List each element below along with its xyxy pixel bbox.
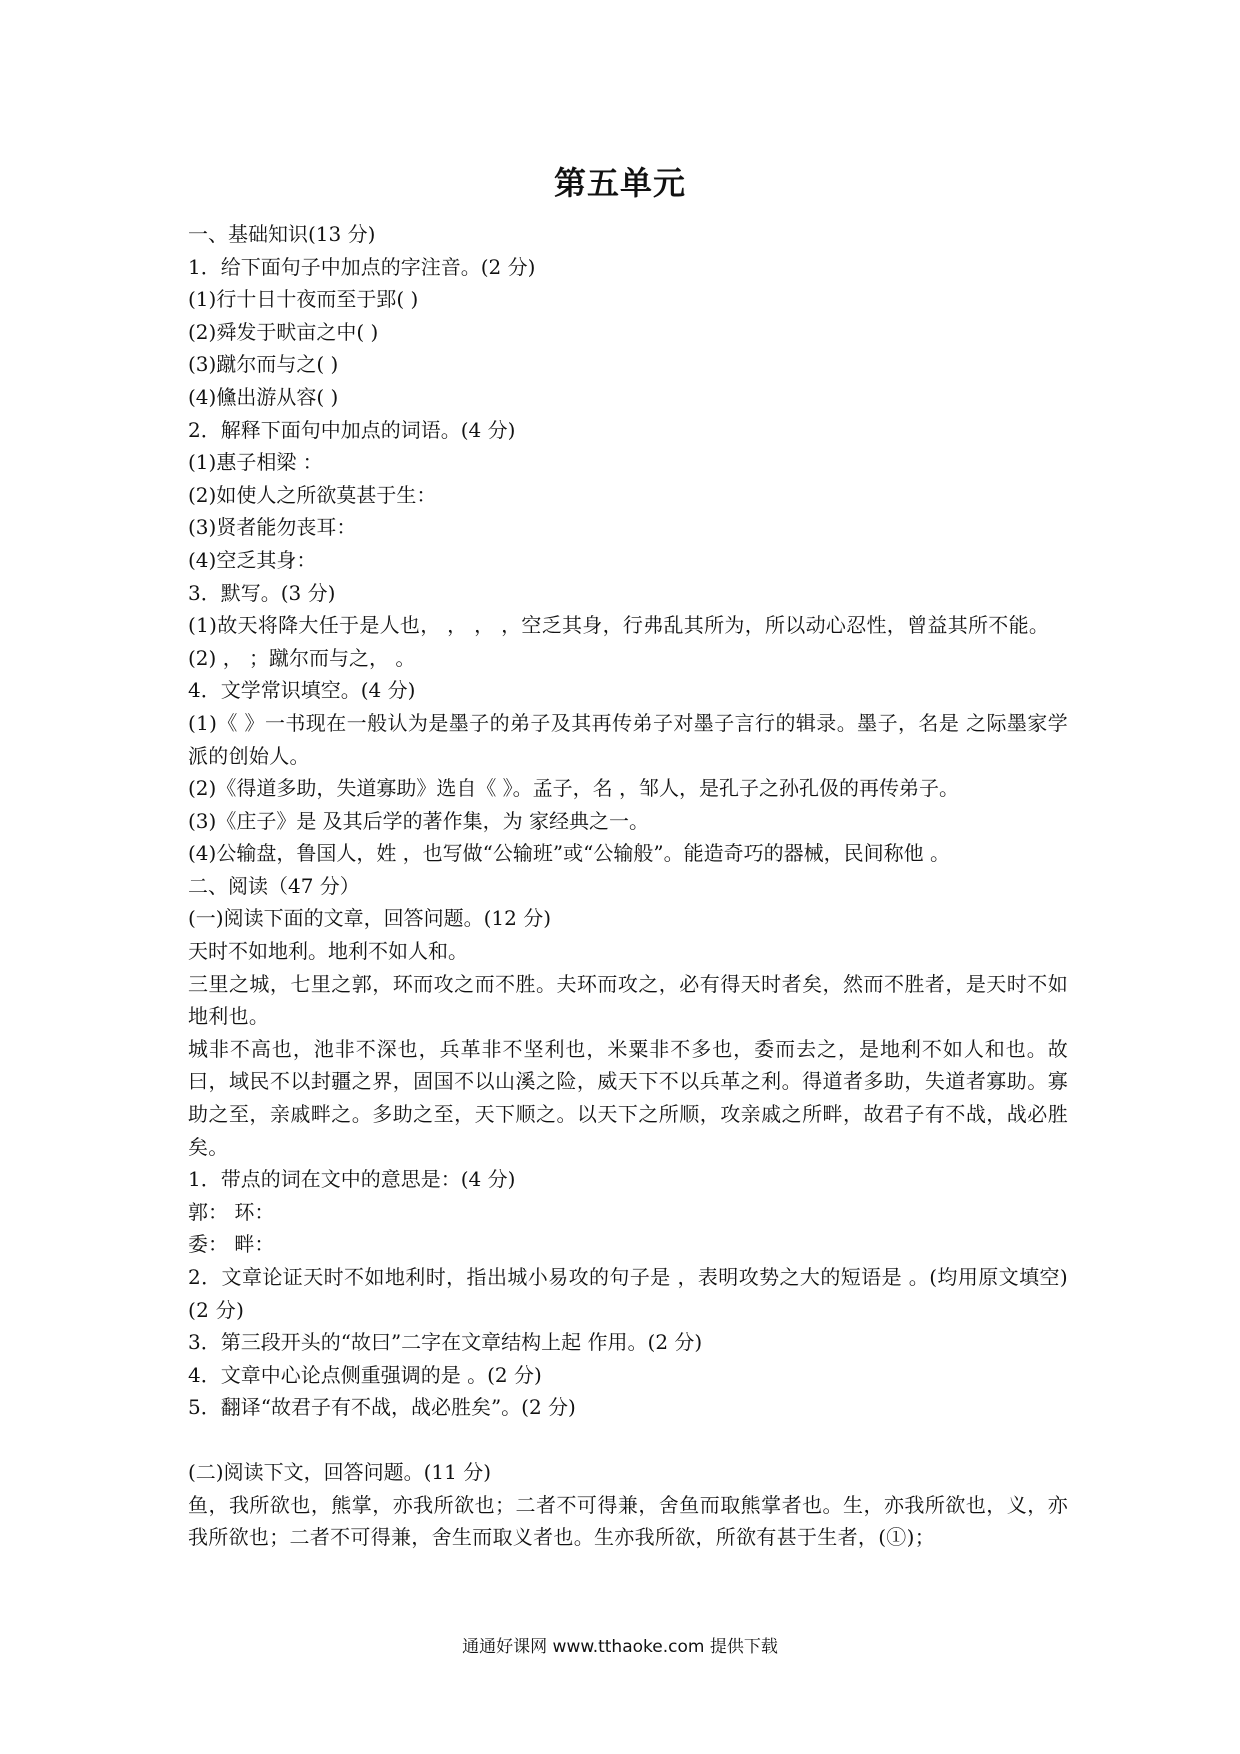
page-footer: 通通好课网 www.tthaoke.com 提供下载 — [462, 1637, 778, 1657]
reading-question: 委： 畔： — [188, 1232, 275, 1257]
question-item: (2)舜发于畎亩之中( ) — [188, 319, 379, 344]
reading-question: 2．文章论证天时不如地利时，指出城小易攻的句子是 ，表明攻势之大的短语是 。(均用原文填空)(2 分) — [188, 1265, 1068, 1322]
question-stem: 4．文学常识填空。(4 分) — [188, 678, 416, 703]
question-item: (4)儵出游从容( ) — [188, 384, 339, 409]
section-heading: 二、阅读（47 分） — [188, 873, 360, 898]
question-item: (4)空乏其身： — [188, 547, 317, 572]
section-heading: 一、基础知识(13 分) — [188, 222, 376, 246]
reading-stem: (一)阅读下面的文章，回答问题。(12 分) — [188, 906, 552, 931]
passage-paragraph: 三里之城，七里之郭，环而攻之而不胜。夫环而攻之，必有得天时者矣，然而不胜者，是天时不如地利也。 — [188, 971, 1068, 1029]
reading-question: 3．第三段开头的“故曰”二字在文章结构上起 作用。(2 分) — [188, 1330, 703, 1355]
reading-question: 4．文章中心论点侧重强调的是 。(2 分) — [188, 1362, 542, 1387]
question-stem: 3．默写。(3 分) — [188, 580, 336, 605]
document-body — [188, 218, 1068, 1554]
question-item: (1)行十日十夜而至于郢( ) — [188, 287, 419, 312]
question-item: (2) ， ；蹴尔而与之， 。 — [188, 645, 416, 670]
passage-paragraph: 城非不高也，池非不深也，兵革非不坚利也，米粟非不多也，委而去之，是地利不如人和也。故曰，域民不以封疆之界，固国不以山溪之险，威天下不以兵革之利。得道者多助，失道者寡助。寡助之至，亲戚畔之。多助之至，天下顺之。以天下之所顺，攻亲戚之所畔，故君子有不战，战必胜矣。 — [188, 1036, 1068, 1159]
reading-question: 郭： 环： — [188, 1199, 275, 1224]
passage-paragraph: 鱼，我所欲也，熊掌，亦我所欲也；二者不可得兼，舍鱼而取熊掌者也。生，亦我所欲也，义，亦我所欲也；二者不可得兼，舍生而取义者也。生亦我所欲，所欲有甚于生者，(①)； — [188, 1492, 1068, 1550]
question-item: (3)贤者能勿丧耳： — [188, 515, 357, 540]
reading-question: 1．带点的词在文中的意思是：(4 分) — [188, 1167, 516, 1192]
page-title: 第五单元 — [553, 164, 686, 202]
passage-paragraph: 天时不如地利。地利不如人和。 — [188, 939, 468, 964]
reading-stem: (二)阅读下文，回答问题。(11 分) — [188, 1459, 492, 1484]
reading-question: 5．翻译“故君子有不战，战必胜矣”。(2 分) — [188, 1395, 576, 1420]
question-stem: 1．给下面句子中加点的字注音。(2 分) — [188, 254, 536, 279]
question-item: (1)惠子相梁 ： — [188, 450, 323, 475]
question-item: (4)公输盘，鲁国人，姓 ，也写做“公输班”或“公输般”。能造奇巧的器械，民间称他 。 — [188, 841, 950, 866]
question-item: (2)如使人之所欲莫甚于生： — [188, 482, 437, 507]
question-stem: 2．解释下面句中加点的词语。(4 分) — [188, 417, 516, 442]
question-item: (3)蹴尔而与之( ) — [188, 352, 339, 377]
question-item: (1)《 》一书现在一般认为是墨子的弟子及其再传弟子对墨子言行的辑录。墨子，名是 之际墨家学派的创始人。 — [188, 710, 1068, 768]
question-item: (1)故天将降大任于是人也， ， ， ，空乏其身，行弗乱其所为，所以动心忍性，曾益其所不能。 — [188, 613, 1050, 638]
question-item: (2)《得道多助，失道寡助》选自《 》。孟子，名 ，邹人，是孔子之孙孔伋的再传弟子。 — [188, 776, 960, 801]
question-item: (3)《庄子》是 及其后学的著作集，为 家经典之一。 — [188, 808, 650, 833]
spacer — [188, 1424, 1068, 1456]
